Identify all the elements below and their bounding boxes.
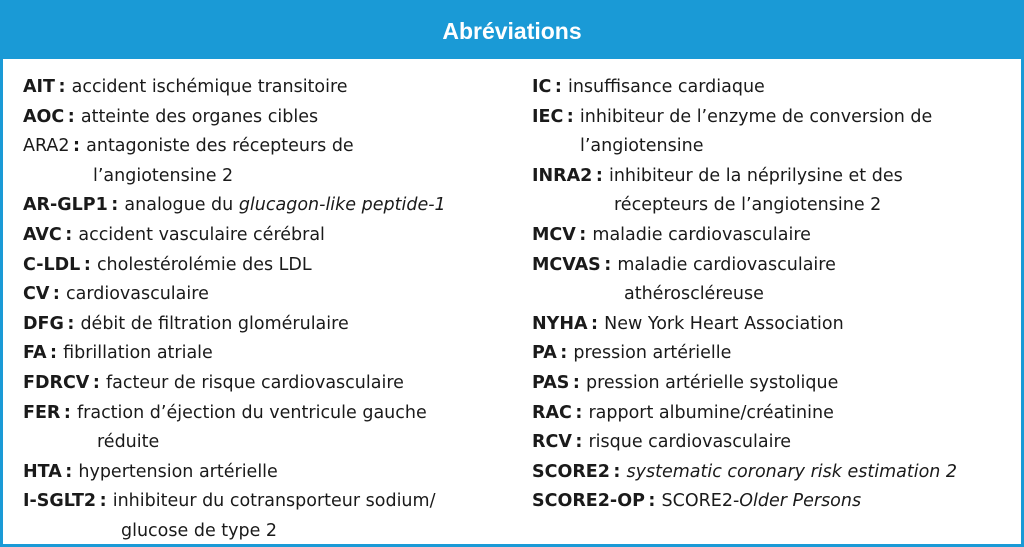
abbreviation-definition: fraction d’éjection du ventricule gauche <box>76 402 427 423</box>
abbreviation-entry: DFG : débit de filtration glomérulaire <box>23 313 349 334</box>
abbreviation-term: NYHA <box>532 313 588 334</box>
abbreviation-entry: IC : insuffisance cardiaque <box>532 77 765 97</box>
abbreviation-definition-italic: systematic coronary risk estimation 2 <box>626 461 958 482</box>
abbreviation-definition-italic: glucagon-like peptide-1 <box>238 195 446 216</box>
abbreviation-definition: cholestérolémie des LDL <box>96 254 312 275</box>
abbreviation-term: RCV <box>532 432 572 453</box>
abbreviation-term: MCVAS <box>532 254 601 275</box>
abbreviation-definition: cardiovasculaire <box>65 284 209 305</box>
abbreviation-term: I-SGLT2 <box>23 491 97 512</box>
abbreviation-entry: MCVAS : maladie cardiovasculaire athéroscléreuse <box>532 251 1012 310</box>
abbreviation-definition: analogue du <box>124 195 239 216</box>
abbreviation-definition-continued: l’angiotensine <box>580 136 704 157</box>
abbreviation-term: FA <box>23 343 47 364</box>
abbreviation-definition-continued: récepteurs de l’angiotensine 2 <box>614 195 882 216</box>
abbreviation-term: FDRCV <box>23 372 90 393</box>
abbreviation-definition: inhibiteur du cotransporteur sodium/ <box>112 491 436 512</box>
abbreviation-term: PAS <box>532 372 570 393</box>
abbreviation-definition-continued: réduite <box>97 432 160 453</box>
abbreviation-definition: maladie cardiovasculaire <box>592 224 811 245</box>
abbreviation-definition: SCORE2- <box>661 491 740 512</box>
abbreviation-definition: inhibiteur de l’enzyme de conversion de <box>579 106 933 127</box>
right-column <box>532 73 1012 517</box>
abbreviation-entry: MCV : maladie cardiovasculaire <box>532 224 811 245</box>
abbreviation-term: RAC <box>532 402 572 423</box>
abbreviation-entry: FDRCV : facteur de risque cardiovasculaire <box>23 372 404 393</box>
abbreviation-entry: CV : cardiovasculaire <box>23 284 209 305</box>
abbreviation-definition: inhibiteur de la néprilysine et des <box>608 165 903 186</box>
abbreviation-term: C-LDL <box>23 254 81 275</box>
abbreviation-entry: AOC : atteinte des organes cibles <box>23 106 319 127</box>
abbreviation-entry: FER : fraction d’éjection du ventricule gauche réduite <box>23 399 513 458</box>
abbreviation-definition-continued: glucose de type 2 <box>121 520 278 541</box>
abbreviation-definition: accident vasculaire cérébral <box>78 224 325 245</box>
abbreviation-term: HTA <box>23 461 62 482</box>
abbreviation-entry: AVC : accident vasculaire cérébral <box>23 224 325 245</box>
abbreviation-entry: AIT : accident ischémique transitoire <box>23 77 348 97</box>
abbreviation-term: SCORE2 <box>532 461 610 482</box>
abbreviation-definition: risque cardiovasculaire <box>588 432 792 453</box>
abbreviation-definition: insuffisance cardiaque <box>567 77 765 97</box>
abbreviation-entry: AR-GLP1 : analogue du glucagon-like peptide-1 <box>23 195 446 216</box>
abbreviation-entry: HTA : hypertension artérielle <box>23 461 278 482</box>
abbreviation-definition: fibrillation atriale <box>63 343 213 364</box>
abbreviation-definition-continued: athéroscléreuse <box>624 284 764 305</box>
box-title: Abréviations <box>3 3 1021 59</box>
abbreviation-entry: RCV : risque cardiovasculaire <box>532 432 792 453</box>
abbreviation-entry: I-SGLT2 : inhibiteur du cotransporteur sodium/ glucose de type 2 <box>23 487 513 546</box>
abbreviation-term: MCV <box>532 224 576 245</box>
abbreviation-entry: INRA2 : inhibiteur de la néprilysine et des récepteurs de l’angiotensine 2 <box>532 162 1012 221</box>
abbreviation-definition: accident ischémique transitoire <box>71 77 348 97</box>
abbreviation-entry: NYHA : New York Heart Association <box>532 313 844 334</box>
abbreviation-term: ARA2 <box>23 136 70 157</box>
abbreviation-term: IEC <box>532 106 564 127</box>
abbreviation-definition: rapport albumine/créatinine <box>588 402 834 423</box>
left-column <box>23 73 513 547</box>
abbreviation-entry: C-LDL : cholestérolémie des LDL <box>23 254 312 275</box>
abbreviation-term: AOC <box>23 106 65 127</box>
abbreviation-term: PA <box>532 343 557 364</box>
abbreviation-term: SCORE2-OP <box>532 491 645 512</box>
abbreviation-definition: débit de filtration glomérulaire <box>80 313 349 334</box>
abbreviation-definition: hypertension artérielle <box>78 461 278 482</box>
abbreviation-term: INRA2 <box>532 165 593 186</box>
abbreviation-entry: PAS : pression artérielle systolique <box>532 372 839 393</box>
abbreviation-definition: facteur de risque cardiovasculaire <box>105 372 404 393</box>
abbreviation-definition: New York Heart Association <box>604 313 844 334</box>
abbreviation-term: FER <box>23 402 61 423</box>
abbreviation-entry: SCORE2 : systematic coronary risk estimation 2 <box>532 461 958 482</box>
abbreviation-entry: PA : pression artérielle <box>532 343 732 364</box>
abbreviation-term: CV <box>23 284 50 305</box>
abbreviation-definition: antagoniste des récepteurs de <box>86 136 354 157</box>
abbreviation-term: AIT <box>23 77 55 97</box>
abbreviation-entry: IEC : inhibiteur de l’enzyme de conversion de l’angiotensine <box>532 103 1012 162</box>
abbreviation-term: AVC <box>23 224 62 245</box>
abbreviation-term: DFG <box>23 313 64 334</box>
abbreviation-term: IC <box>532 77 552 97</box>
abbreviation-term: AR-GLP1 <box>23 195 108 216</box>
abbreviation-definition: pression artérielle systolique <box>585 372 839 393</box>
abbreviation-entry: SCORE2-OP : SCORE2-Older Persons <box>532 491 862 512</box>
abbreviation-definition: pression artérielle <box>573 343 732 364</box>
abbreviation-definition: atteinte des organes cibles <box>80 106 319 127</box>
abbreviation-definition: maladie cardiovasculaire <box>617 254 836 275</box>
abbreviation-entry: FA : fibrillation atriale <box>23 343 213 364</box>
abbreviation-definition-continued: l’angiotensine 2 <box>93 165 234 186</box>
abbreviation-definition-italic: Older Persons <box>739 491 862 512</box>
abbreviation-entry: ARA2 : antagoniste des récepteurs de l’angiotensine 2 <box>23 132 513 191</box>
abbreviation-entry: RAC : rapport albumine/créatinine <box>532 402 834 423</box>
